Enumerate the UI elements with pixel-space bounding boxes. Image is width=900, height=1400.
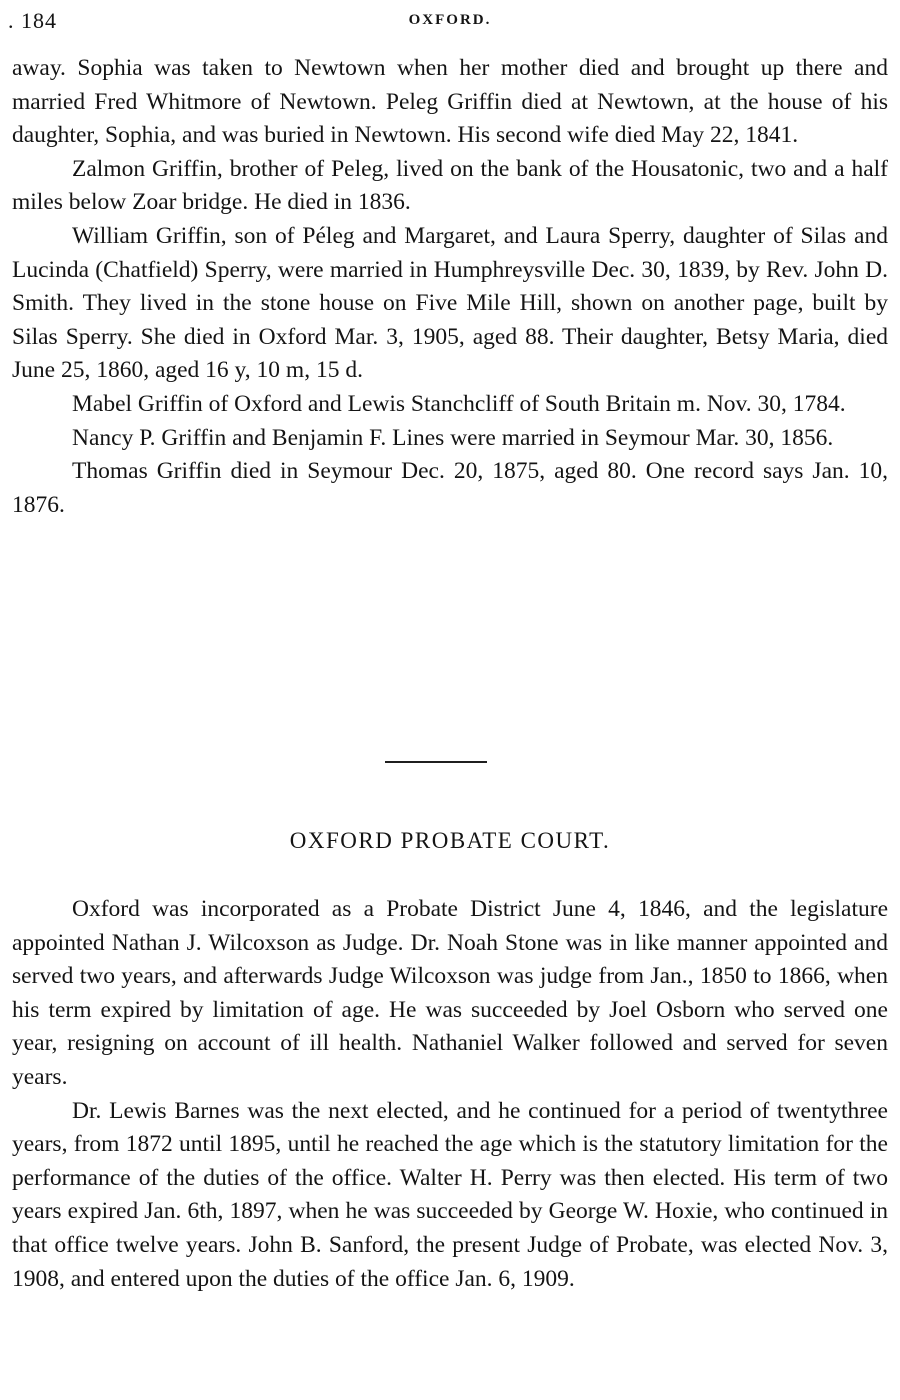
section-heading: OXFORD PROBATE COURT. — [289, 828, 611, 853]
page-number: . 184 — [8, 8, 57, 33]
section-divider — [385, 761, 487, 763]
paragraph: Zalmon Griffin, brother of Peleg, lived on the bank of the Housatonic, two and a half miles below Zoar bridge. He died in 1836. — [12, 155, 888, 216]
running-head — [0, 8, 900, 38]
paragraph: away. Sophia was taken to Newtown when her mother died and brought up there and married Fred Whitmore of Newtown. Peleg Griffin died at Newtown, at the house of his daughter, Sophia, and was buried in Newtown. His second wife died May 22, 1841. — [12, 55, 888, 149]
paragraph: Thomas Griffin died in Seymour Dec. 20, 1875, aged 80. One record says Jan. 10, 1876. — [12, 458, 888, 518]
paragraph: Dr. Lewis Barnes was the next elected, and he continued for a period of twentythree years, from 1872 until 1895, until he reached the age which is the statutory limitation for the performance of the duties of the office. Walter H. Perry was then elected. His term of two years expired Jan. 6th, 1897, when he was succeeded by George W. Hoxie, who continued in that office twelve years. John B. Sanford, the present Judge of Probate, was elected Nov. 3, 1908, and entered upon the duties of the office Jan. 6, 1909. — [12, 1097, 888, 1292]
paragraph: Nancy P. Griffin and Benjamin F. Lines were married in Seymour Mar. 30, 1856. — [72, 424, 834, 451]
paragraph: Oxford was incorporated as a Probate District June 4, 1846, and the legislature appointed Nathan J. Wilcoxson as Judge. Dr. Noah Stone was in like manner appointed and served two years, and afterwards Judge Wilcoxson was judge from Jan., 1850 to 1866, when his term expired by limitation of age. He was succeeded by Joel Osborn who served one year, resigning on account of ill health. Nathaniel Walker followed and served for seven years. — [12, 896, 888, 1090]
paragraph: Mabel Griffin of Oxford and Lewis Stanchcliff of South Britain m. Nov. 30, 1784. — [72, 390, 846, 417]
probate-court-text — [12, 893, 888, 1296]
griffin-family-text — [12, 52, 888, 522]
paragraph: William Griffin, son of Péleg and Margaret, and Laura Sperry, daughter of Silas and Lucinda (Chatfield) Sperry, were married in Humphreysville Dec. 30, 1839, by Rev. John D. Smith. They lived in the stone house on Five Mile Hill, shown on another page, built by Silas Sperry. She died in Oxford Mar. 3, 1905, aged 88. Their daughter, Betsy Maria, died June 25, 1860, aged 16 y, 10 m, 15 d. — [12, 222, 888, 384]
running-title: OXFORD. — [408, 12, 492, 28]
